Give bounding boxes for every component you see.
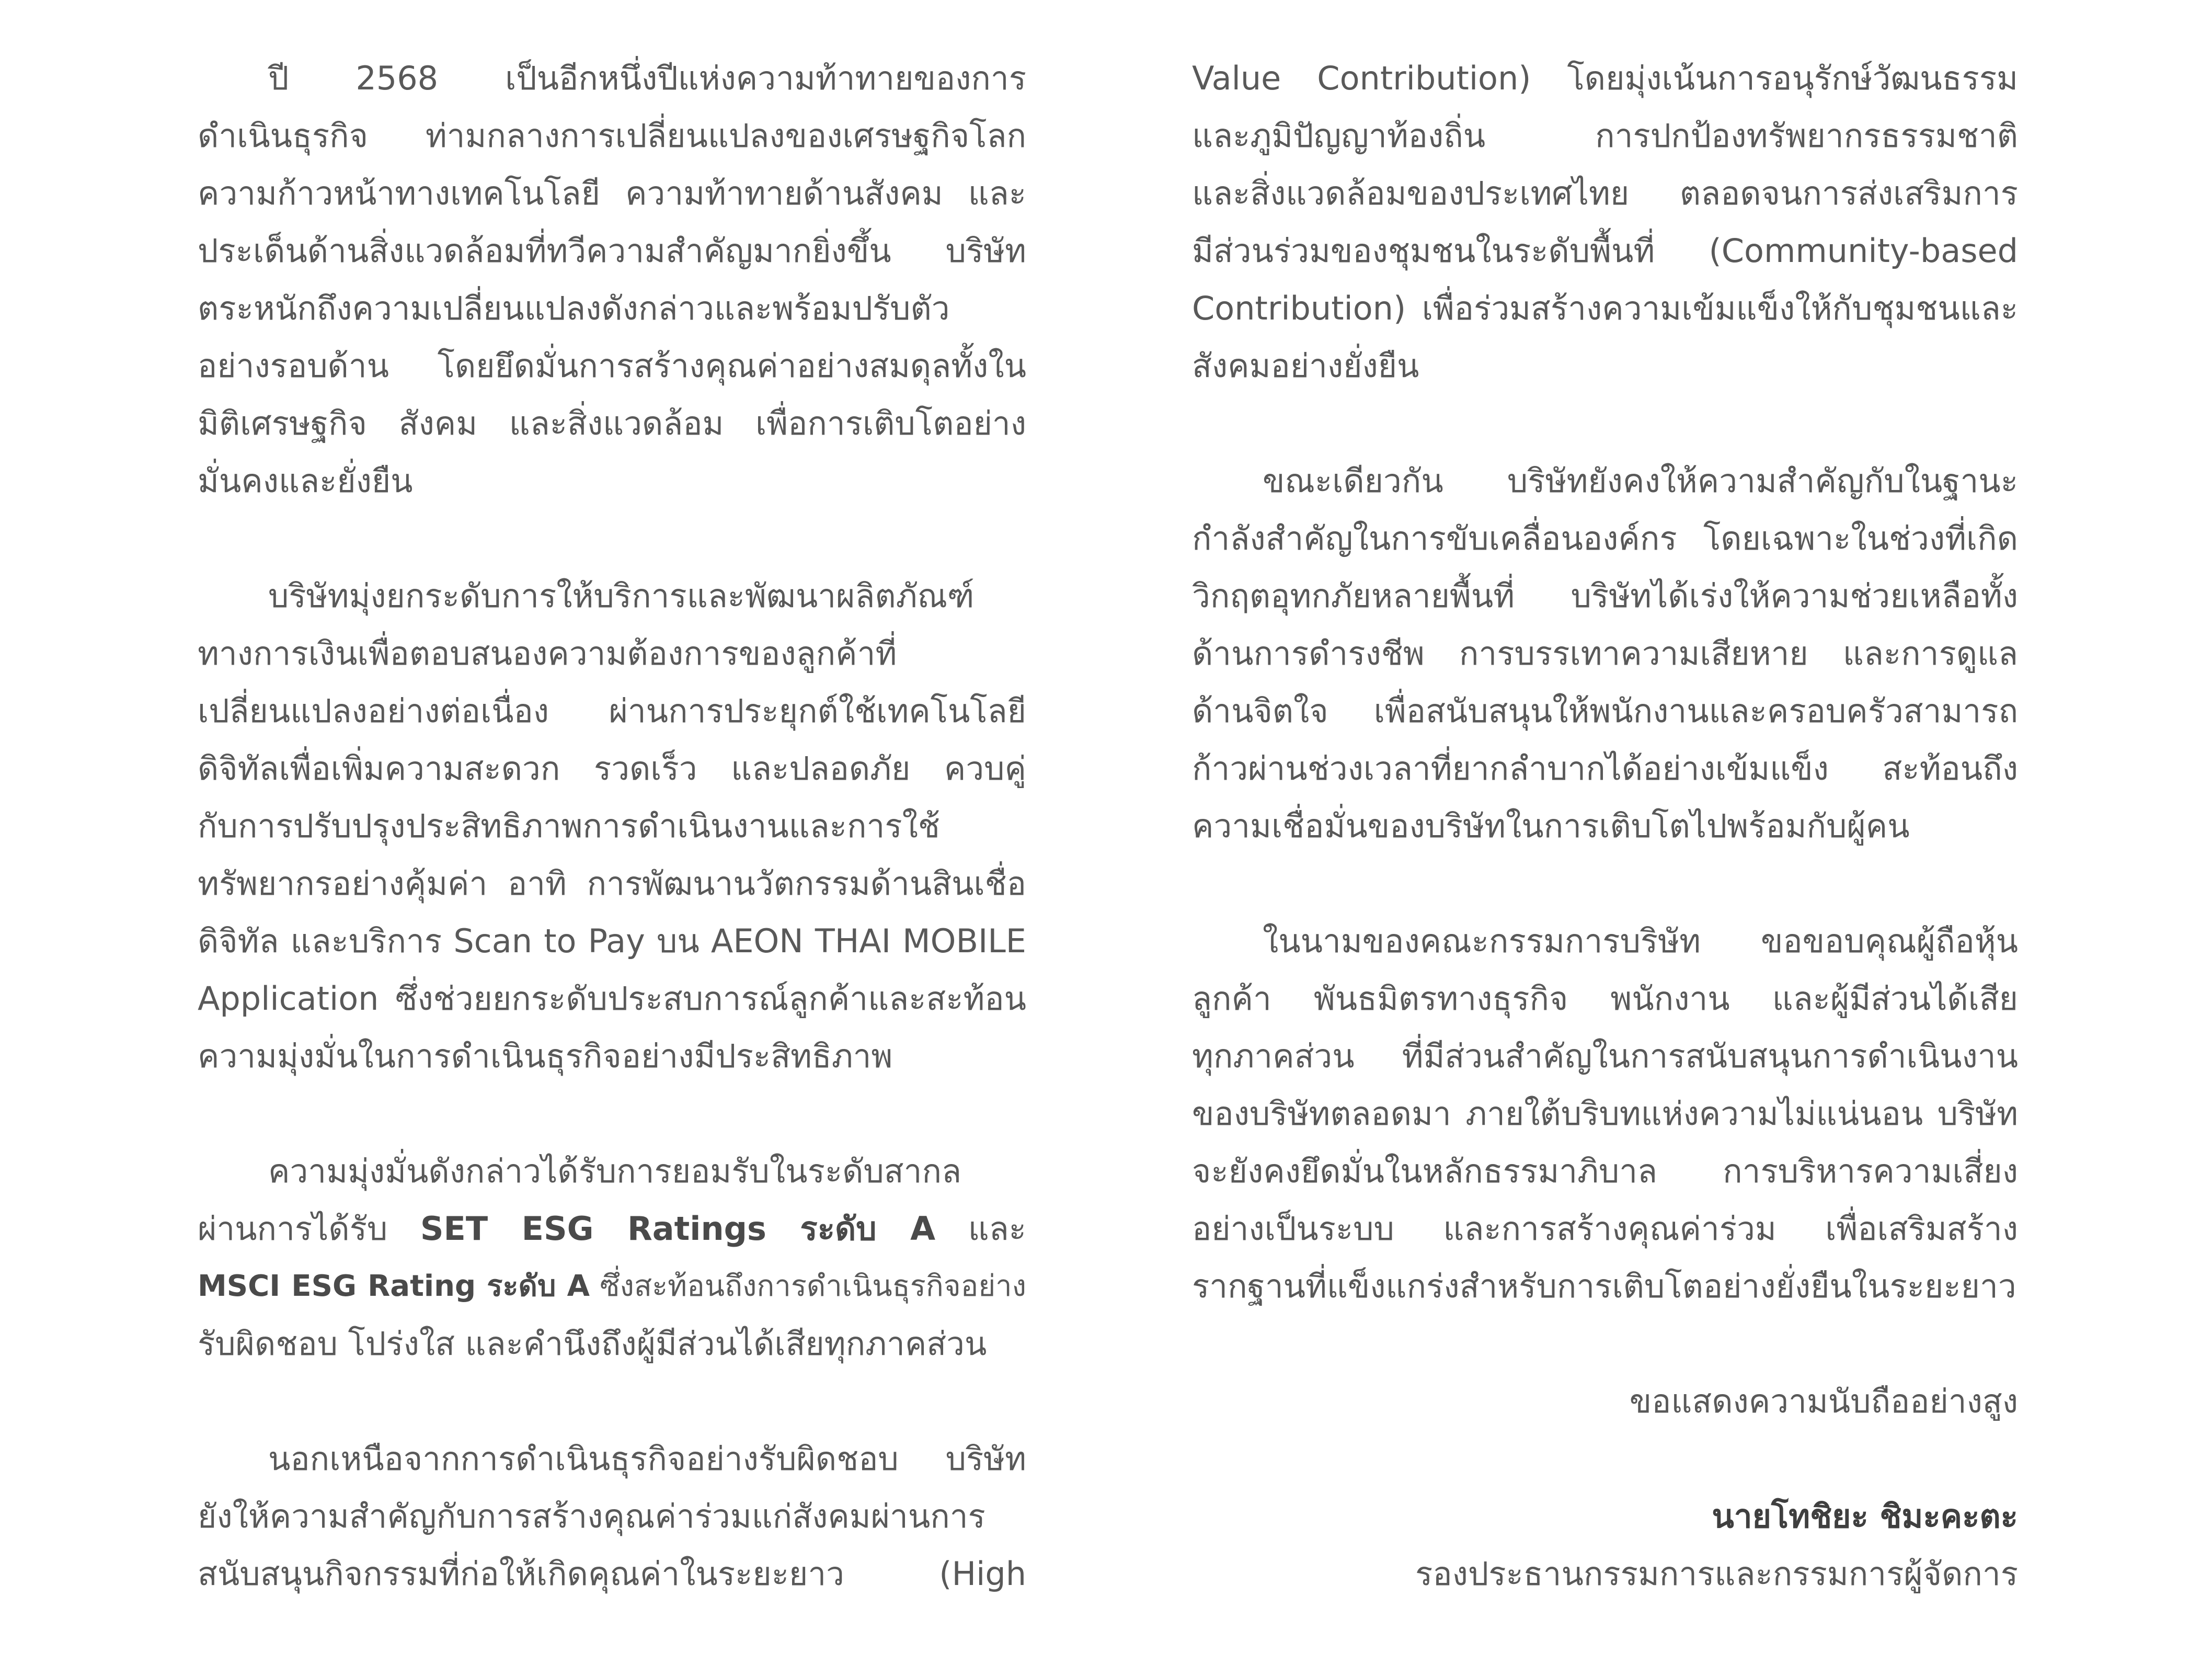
text-line: มีส่วนร่วมของชุมชนในระดับพื้นที่ (Community-based [1192, 232, 2018, 270]
text-line: สนับสนุนกิจกรรมที่ก่อให้เกิดคุณค่าในระยะยาว (High [198, 1555, 1026, 1593]
text-line: กับการปรับปรุงประสิทธิภาพการดำเนินงานและการใช้ [198, 807, 940, 845]
text-line: ตระหนักถึงความเปลี่ยนแปลงดังกล่าวและพร้อมปรับตัว [198, 289, 950, 327]
text-line: ความมุ่งมั่นในการดำเนินธุรกิจอย่างมีประสิทธิภาพ [198, 1037, 893, 1075]
text-line: ดิจิทัล และบริการ Scan to Pay บน AEON THAI MOBILE [198, 922, 1026, 960]
left-column [198, 50, 1026, 1660]
right-column [1192, 50, 2018, 1603]
paragraph-esg-ratings [198, 1143, 1026, 1373]
text-line: นอกเหนือจากการดำเนินธุรกิจอย่างรับผิดชอบ บริษัท [268, 1440, 1026, 1478]
text-line [198, 1200, 1026, 1258]
text-line: ของบริษัทตลอดมา ภายใต้บริบทแห่งความไม่แน่นอน บริษัท [1192, 1094, 2018, 1133]
text-line: ความเชื่อมั่นของบริษัทในการเติบโตไปพร้อมกับผู้คน [1192, 807, 1910, 845]
text-fragment: ซึ่งสะท้อนถึงการดำเนินธุรกิจอย่าง [590, 1269, 1026, 1303]
text-line: และภูมิปัญญาท้องถิ่น การปกป้องทรัพยากรธรรมชาติ [1192, 117, 2018, 155]
text-line: อย่างเป็นระบบ และการสร้างคุณค่าร่วม เพื่อเสริมสร้าง [1192, 1210, 2018, 1248]
text-line: Contribution) เพื่อร่วมสร้างความเข้มแข็งให้กับชุมชนและ [1192, 289, 2018, 327]
signatory-name: นายโทชิยะ ชิมะคะตะ [1712, 1497, 2018, 1535]
text-line: รากฐานที่แข็งแกร่งสำหรับการเติบโตอย่างยั่งยืนในระยะยาว [1192, 1267, 2016, 1305]
text-line: ยังให้ความสำคัญกับการสร้างคุณค่าร่วมแก่สังคมผ่านการ [198, 1497, 985, 1535]
text-fragment: และ [935, 1210, 1026, 1248]
text-line: ความมุ่งมั่นดังกล่าวได้รับการยอมรับในระดับสากล [268, 1152, 961, 1190]
text-line: ในนามของคณะกรรมการบริษัท ขอขอบคุณผู้ถือหุ้น [1263, 922, 2018, 960]
paragraph-thanks [1192, 913, 2018, 1315]
text-line: ทรัพยากรอย่างคุ้มค่า อาทิ การพัฒนานวัตกรรมด้านสินเชื่อ [198, 864, 1026, 903]
msci-esg-rating-text: MSCI ESG Rating ระดับ A [198, 1269, 590, 1303]
paragraph-shared-value [198, 1430, 1026, 1603]
paragraph-intro [198, 50, 1026, 510]
text-line: Application ซึ่งช่วยยกระดับประสบการณ์ลูกค้าและสะท้อน [198, 979, 1026, 1018]
text-line: ทุกภาคส่วน ที่มีส่วนสำคัญในการสนับสนุนการดำเนินงาน [1192, 1037, 2018, 1075]
text-line: ลูกค้า พันธมิตรทางธุรกิจ พนักงาน และผู้มีส่วนได้เสีย [1192, 979, 2018, 1018]
text-line: อย่างรอบด้าน โดยยึดมั่นการสร้างคุณค่าอย่างสมดุลทั้งใน [198, 347, 1026, 385]
text-line: ด้านจิตใจ เพื่อสนับสนุนให้พนักงานและครอบครัวสามารถ [1192, 692, 2018, 730]
text-fragment: ผ่านการได้รับ [198, 1210, 420, 1248]
text-line: สังคมอย่างยั่งยืน [1192, 347, 1419, 385]
text-line: ดิจิทัลเพื่อเพิ่มความสะดวก รวดเร็ว และปลอดภัย ควบคู่ [198, 749, 1026, 788]
text-line: ด้านการดำรงชีพ การบรรเทาความเสียหาย และการดูแล [1192, 634, 2018, 672]
text-line: เปลี่ยนแปลงอย่างต่อเนื่อง ผ่านการประยุกต์ใช้เทคโนโลยี [198, 692, 1026, 730]
text-line: ดำเนินธุรกิจ ท่ามกลางการเปลี่ยนแปลงของเศรษฐกิจโลก [198, 117, 1026, 155]
text-line: มิติเศรษฐกิจ สังคม และสิ่งแวดล้อม เพื่อการเติบโตอย่าง [198, 404, 1026, 442]
text-line: ปี 2568 เป็นอีกหนึ่งปีแห่งความท้าทายของการ [268, 59, 1026, 97]
text-line: ความก้าวหน้าทางเทคโนโลยี ความท้าทายด้านสังคม และ [198, 174, 1026, 212]
text-line: มั่นคงและยั่งยืน [198, 462, 413, 500]
text-line: ขณะเดียวกัน บริษัทยังคงให้ความสำคัญกับในฐานะ [1263, 462, 2018, 500]
text-line: และสิ่งแวดล้อมของประเทศไทย ตลอดจนการส่งเสริมการ [1192, 174, 2018, 212]
text-line: จะยังคงยึดมั่นในหลักธรรมาภิบาล การบริหารความเสี่ยง [1192, 1152, 2018, 1190]
text-line [198, 1258, 1026, 1315]
signatory-title: รองประธานกรรมการและกรรมการผู้จัดการ [1415, 1555, 2018, 1593]
paragraph-products [198, 567, 1026, 1085]
text-line: วิกฤตอุทกภัยหลายพื้นที่ บริษัทได้เร่งให้ความช่วยเหลือทั้ง [1192, 577, 2018, 615]
paragraph-shared-value-continued [1192, 50, 2018, 395]
closing-salutation: ขอแสดงความนับถืออย่างสูง [1629, 1382, 2018, 1420]
text-line: ก้าวผ่านช่วงเวลาที่ยากลำบากได้อย่างเข้มแข็ง สะท้อนถึง [1192, 749, 2018, 788]
text-line: ประเด็นด้านสิ่งแวดล้อมที่ทวีความสำคัญมากยิ่งขึ้น บริษัท [198, 232, 1026, 270]
text-line: รับผิดชอบ โปร่งใส และคำนึงถึงผู้มีส่วนได้เสียทุกภาคส่วน [198, 1325, 987, 1363]
paragraph-flood-support [1192, 452, 2018, 855]
text-line: Value Contribution) โดยมุ่งเน้นการอนุรักษ์วัฒนธรรม [1192, 59, 2018, 97]
set-esg-rating-text: SET ESG Ratings ระดับ A [420, 1210, 936, 1248]
text-line: กำลังสำคัญในการขับเคลื่อนองค์กร โดยเฉพาะในช่วงที่เกิด [1192, 519, 2018, 557]
text-line: บริษัทมุ่งยกระดับการให้บริการและพัฒนาผลิตภัณฑ์ [268, 577, 975, 615]
text-line: ทางการเงินเพื่อตอบสนองความต้องการของลูกค้าที่ [198, 634, 897, 672]
